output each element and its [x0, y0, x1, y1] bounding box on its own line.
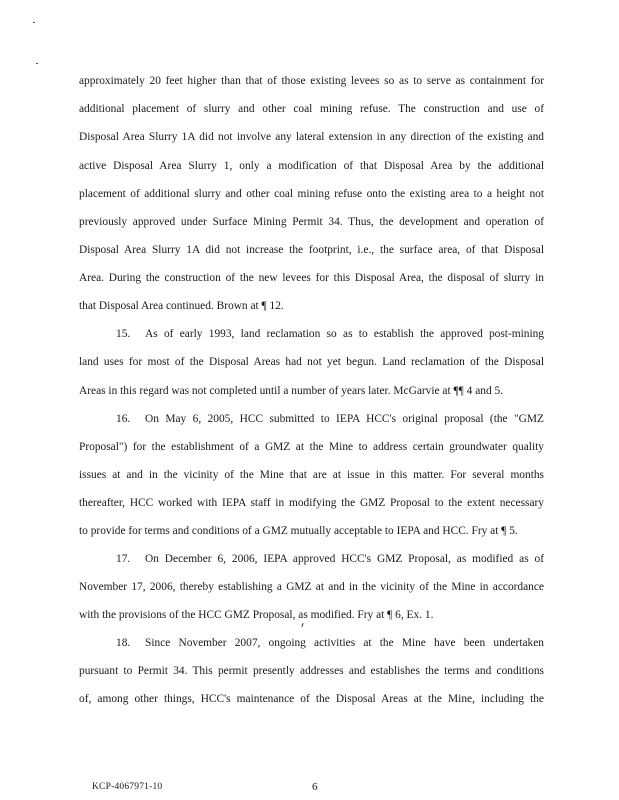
text-line: Area. During the construction of the new levees for this Disposal Area, the disposal of slurry in [79, 272, 544, 284]
paragraph-number: 17. [116, 553, 131, 565]
text-line: Disposal Area Slurry 1A did not increase the footprint, i.e., the surface area, of that Disposal [79, 244, 544, 256]
paragraph-number: 18. [116, 637, 131, 649]
text-line: Proposal") for the establishment of a GMZ at the Mine to address certain groundwater quality [79, 441, 544, 453]
paragraph-15-first-line [79, 327, 544, 341]
paragraph-18-first-line [79, 636, 544, 650]
text-line: Areas in this regard was not completed until a number of years later. McGarvie at ¶¶ 4 and 5. [79, 385, 504, 397]
text-line: pursuant to Permit 34. This permit presently addresses and establishes the terms and conditions [79, 665, 544, 677]
scan-speck [33, 22, 35, 23]
text-line: issues at and in the vicinity of the Mine that are at issue in this matter. For several months [79, 469, 544, 481]
text-line: additional placement of slurry and other coal mining refuse. The construction and use of [79, 103, 544, 115]
paragraph-number: 15. [116, 328, 131, 340]
document-id: KCP-4067971-10 [92, 782, 163, 792]
text-line: thereafter, HCC worked with IEPA staff in modifying the GMZ Proposal to the extent necessary [79, 497, 544, 509]
page-number: 6 [312, 781, 318, 793]
text-line: Since November 2007, ongoing activities at the Mine have been undertaken [145, 637, 544, 649]
scan-speck [36, 63, 38, 64]
text-line: that Disposal Area continued. Brown at ¶ 12. [79, 300, 284, 312]
text-line: On May 6, 2005, HCC submitted to IEPA HCC's original proposal (the "GMZ [145, 413, 544, 425]
paragraph-16-first-line [79, 412, 544, 426]
text-line: On December 6, 2006, IEPA approved HCC's GMZ Proposal, as modified as of [145, 553, 544, 565]
text-line: Disposal Area Slurry 1A did not involve any lateral extension in any direction of the existing and [79, 131, 544, 143]
text-line: with the provisions of the HCC GMZ Proposal, as modified. Fry at ¶ 6, Ex. 1. [79, 609, 434, 621]
paragraph-number: 16. [116, 413, 131, 425]
text-line: previously approved under Surface Mining Permit 34. Thus, the development and operation of [79, 216, 544, 228]
text-line: approximately 20 feet higher than that of those existing levees so as to serve as containment for [79, 75, 544, 87]
scan-mark [301, 623, 303, 627]
text-line: active Disposal Area Slurry 1, only a modification of that Disposal Area by the additional [79, 160, 544, 172]
text-line: of, among other things, HCC's maintenance of the Disposal Areas at the Mine, including the [79, 693, 544, 705]
text-line: land uses for most of the Disposal Areas had not yet begun. Land reclamation of the Disposal [79, 356, 544, 368]
text-line: November 17, 2006, thereby establishing a GMZ at and in the vicinity of the Mine in accordance [79, 581, 544, 593]
text-line: to provide for terms and conditions of a GMZ mutually acceptable to IEPA and HCC. Fry at ¶ 5. [79, 525, 518, 537]
text-line: As of early 1993, land reclamation so as to establish the approved post-mining [145, 328, 544, 340]
text-line: placement of additional slurry and other coal mining refuse onto the existing area to a height not [79, 188, 544, 200]
paragraph-17-first-line [79, 552, 544, 566]
